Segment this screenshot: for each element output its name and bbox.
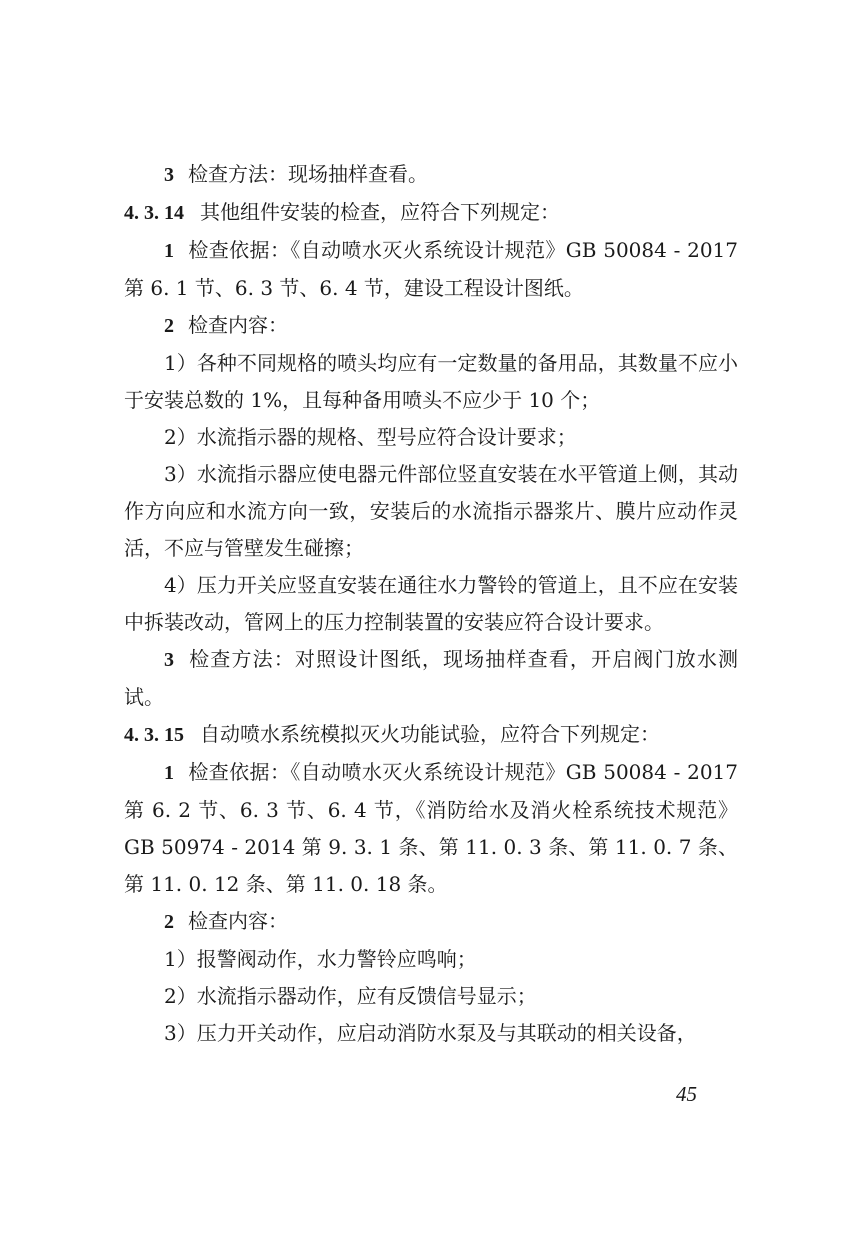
paragraph-text: 检查内容： <box>188 313 288 337</box>
list-item-text: 1）各种不同规格的喷头均应有一定数量的备用品，其数量不应小于安装总数的 1%，且每种备用喷头不应少于 10 个； <box>124 351 738 412</box>
list-item <box>124 567 738 641</box>
clause-text: 其他组件安装的检查，应符合下列规定： <box>200 200 560 224</box>
list-item-text: 4）压力开关应竖直安装在通往水力警铃的管道上，且不应在安装中拆装改动，管网上的压力控制装置的安装应符合设计要求。 <box>124 573 738 634</box>
paragraph-text: 检查方法：对照设计图纸，现场抽样查看，开启阀门放水测试。 <box>124 647 738 709</box>
list-item <box>124 419 738 456</box>
paragraph-check-method <box>124 156 738 194</box>
item-number: 1 <box>164 240 174 262</box>
item-number: 2 <box>164 315 174 337</box>
clause-number: 4. 3. 14 <box>124 202 184 224</box>
paragraph-check-content <box>124 903 738 941</box>
list-item <box>124 345 738 419</box>
item-number: 3 <box>164 164 174 186</box>
item-number: 2 <box>164 911 174 933</box>
list-item-text: 3）水流指示器应使电器元件部位竖直安装在水平管道上侧，其动作方向应和水流方向一致，安装后的水流指示器浆片、膜片应动作灵活，不应与管壁发生碰擦； <box>124 462 738 560</box>
paragraph-text: 检查内容： <box>188 909 288 933</box>
clause-number: 4. 3. 15 <box>124 724 184 746</box>
item-number: 3 <box>164 649 174 671</box>
page-body <box>124 156 738 1052</box>
paragraph-check-content <box>124 307 738 345</box>
list-item-text: 1）报警阀动作，水力警铃应鸣响； <box>164 947 477 971</box>
paragraph-text: 检查依据：《自动喷水灭火系统设计规范》GB 50084 - 2017 第 6. 1 节、6. 3 节、6. 4 节，建设工程设计图纸。 <box>124 238 738 300</box>
paragraph-text: 检查方法：现场抽样查看。 <box>188 162 428 186</box>
paragraph-text: 检查依据：《自动喷水灭火系统设计规范》GB 50084 - 2017 第 6. 2 节、6. 3 节、6. 4 节，《消防给水及消火栓系统技术规范》GB 50974 - 2014 第 9. 3. 1 条、第 11. 0. 3 条、第 11. 0. 7 条、第 11. 0. 12 条、第 11. 0. 18 条。 <box>124 760 738 896</box>
clause-text: 自动喷水系统模拟灭火功能试验，应符合下列规定： <box>200 722 660 746</box>
paragraph-check-basis <box>124 232 738 307</box>
list-item <box>124 1015 738 1052</box>
paragraph-check-basis <box>124 754 738 903</box>
list-item-text: 2）水流指示器动作，应有反馈信号显示； <box>164 984 537 1008</box>
clause-heading-4-3-15 <box>124 716 738 754</box>
paragraph-check-method <box>124 641 738 716</box>
list-item <box>124 456 738 567</box>
list-item <box>124 978 738 1015</box>
list-item-text: 2）水流指示器的规格、型号应符合设计要求； <box>164 425 577 449</box>
list-item-text: 3）压力开关动作，应启动消防水泵及与其联动的相关设备， <box>164 1021 697 1045</box>
list-item <box>124 941 738 978</box>
page-number: 45 <box>676 1082 697 1106</box>
clause-heading-4-3-14 <box>124 194 738 232</box>
item-number: 1 <box>164 762 174 784</box>
